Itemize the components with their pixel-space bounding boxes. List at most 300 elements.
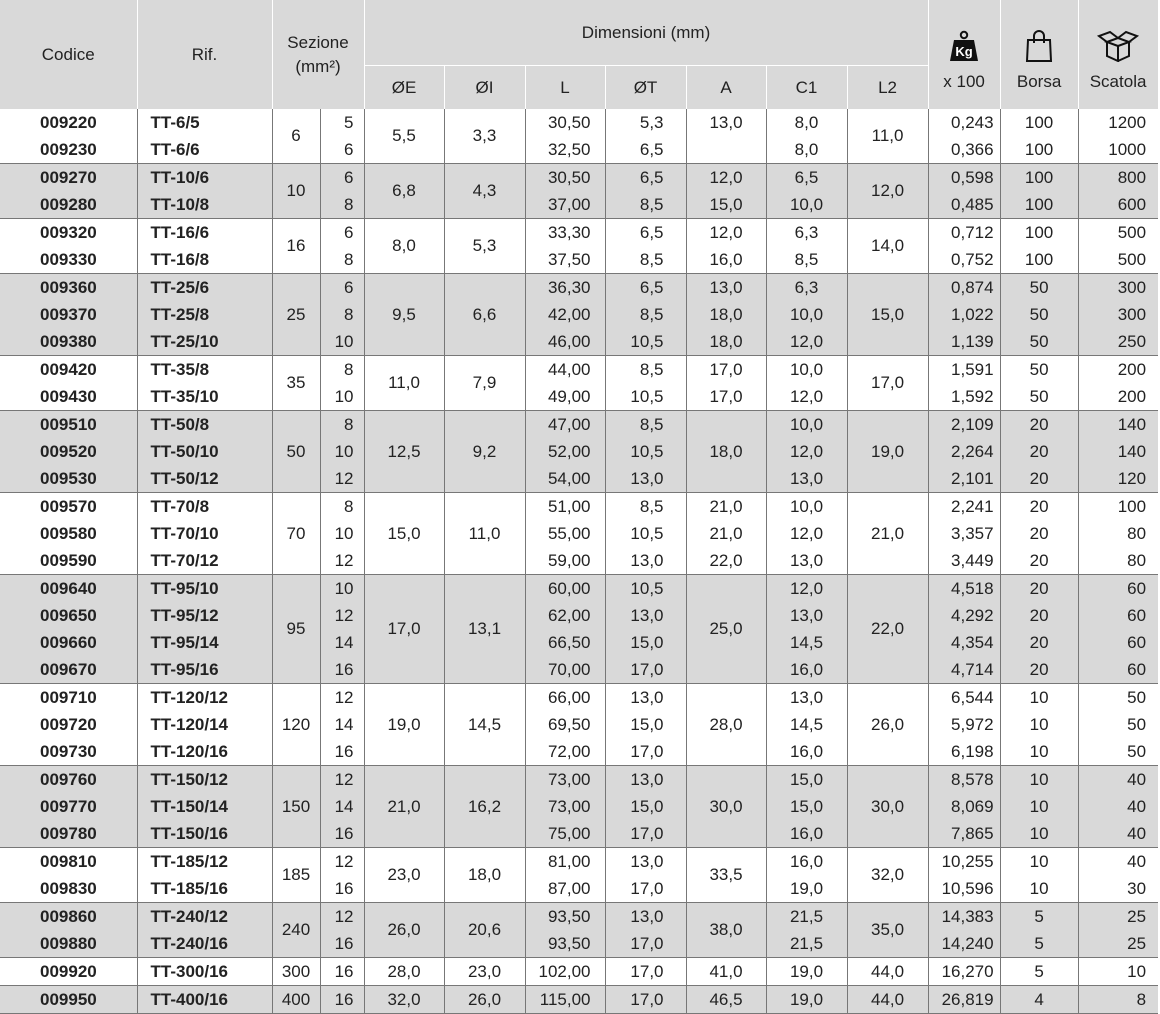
cell-scatola: 1000 xyxy=(1078,136,1158,164)
cell-scatola: 200 xyxy=(1078,383,1158,411)
cell-codice: 009530 xyxy=(0,465,137,493)
cell-sezione: 70 xyxy=(272,493,320,575)
cell-sezione-sub: 16 xyxy=(320,875,364,903)
cell-dim-i: 6,6 xyxy=(444,274,525,356)
table-row xyxy=(0,191,1158,219)
cell-dim-t: 15,0 xyxy=(605,793,686,820)
cell-dim-t: 8,5 xyxy=(605,411,686,439)
table-row xyxy=(0,493,1158,521)
table-row xyxy=(0,301,1158,328)
cell-scatola: 600 xyxy=(1078,191,1158,219)
cell-rif: TT-120/14 xyxy=(137,711,272,738)
table-row xyxy=(0,684,1158,712)
cell-kg: 2,109 xyxy=(928,411,1000,439)
cell-scatola: 25 xyxy=(1078,903,1158,931)
cell-sezione-sub: 12 xyxy=(320,684,364,712)
cell-sezione-sub: 16 xyxy=(320,986,364,1014)
cell-kg: 1,022 xyxy=(928,301,1000,328)
cell-sezione: 150 xyxy=(272,766,320,848)
cell-dim-t: 8,5 xyxy=(605,191,686,219)
cell-dim-a: 12,0 xyxy=(686,219,766,247)
cell-dim-c1: 6,5 xyxy=(766,164,847,192)
cell-rif: TT-95/16 xyxy=(137,656,272,684)
cell-sezione-sub: 16 xyxy=(320,738,364,766)
cell-rif: TT-240/16 xyxy=(137,930,272,958)
cell-dim-a xyxy=(686,136,766,164)
cell-dim-e: 26,0 xyxy=(364,903,444,958)
cell-dim-l: 69,50 xyxy=(525,711,605,738)
cell-dim-a: 17,0 xyxy=(686,383,766,411)
cell-borsa: 100 xyxy=(1000,219,1078,247)
cell-dim-a: 13,0 xyxy=(686,109,766,136)
cell-sezione: 300 xyxy=(272,958,320,986)
cell-kg: 4,518 xyxy=(928,575,1000,603)
cell-dim-c1: 16,0 xyxy=(766,656,847,684)
cell-borsa: 20 xyxy=(1000,656,1078,684)
cell-kg: 5,972 xyxy=(928,711,1000,738)
cell-rif: TT-35/10 xyxy=(137,383,272,411)
cell-sezione-sub: 10 xyxy=(320,328,364,356)
cell-dim-i: 23,0 xyxy=(444,958,525,986)
cell-dim-c1: 21,5 xyxy=(766,930,847,958)
cell-dim-l2: 17,0 xyxy=(847,356,928,411)
cell-rif: TT-120/16 xyxy=(137,738,272,766)
cell-sezione-sub: 16 xyxy=(320,930,364,958)
cell-dim-l2: 14,0 xyxy=(847,219,928,274)
cell-borsa: 5 xyxy=(1000,903,1078,931)
cell-dim-l: 115,00 xyxy=(525,986,605,1014)
cell-borsa: 10 xyxy=(1000,848,1078,876)
cell-dim-c1: 10,0 xyxy=(766,191,847,219)
header-codice: Codice xyxy=(0,0,137,109)
cell-scatola: 40 xyxy=(1078,848,1158,876)
cell-borsa: 20 xyxy=(1000,602,1078,629)
cell-dim-l: 54,00 xyxy=(525,465,605,493)
cell-rif: TT-6/5 xyxy=(137,109,272,136)
cell-dim-e: 21,0 xyxy=(364,766,444,848)
cell-codice: 009320 xyxy=(0,219,137,247)
cell-scatola: 250 xyxy=(1078,328,1158,356)
header-col-l2: L2 xyxy=(847,66,928,110)
table-row xyxy=(0,411,1158,439)
table-row xyxy=(0,820,1158,848)
cell-codice: 009810 xyxy=(0,848,137,876)
cell-dim-l: 55,00 xyxy=(525,520,605,547)
cell-dim-l2: 30,0 xyxy=(847,766,928,848)
cell-codice: 009590 xyxy=(40,550,97,570)
table-row xyxy=(0,219,1158,247)
cell-dim-c1: 16,0 xyxy=(766,848,847,876)
cell-dim-l: 73,00 xyxy=(525,793,605,820)
cell-dim-t: 8,5 xyxy=(605,356,686,384)
table-row xyxy=(0,793,1158,820)
table-row xyxy=(0,958,1158,986)
cell-rif: TT-25/6 xyxy=(137,274,272,302)
cell-dim-t: 13,0 xyxy=(605,602,686,629)
cell-sezione-sub: 6 xyxy=(320,164,364,192)
cell-dim-l: 47,00 xyxy=(525,411,605,439)
cell-dim-l: 93,50 xyxy=(525,930,605,958)
cell-sezione-sub: 8 xyxy=(320,191,364,219)
cell-dim-c1: 16,0 xyxy=(766,820,847,848)
cell-dim-l: 49,00 xyxy=(525,383,605,411)
cell-kg: 10,596 xyxy=(928,875,1000,903)
cell-rif: TT-400/16 xyxy=(137,986,272,1014)
cell-kg: 4,354 xyxy=(928,629,1000,656)
cell-dim-t: 13,0 xyxy=(605,684,686,712)
cell-kg: 1,139 xyxy=(928,328,1000,356)
cell-dim-i: 14,5 xyxy=(444,684,525,766)
cell-dim-c1: 21,5 xyxy=(766,903,847,931)
cell-borsa: 20 xyxy=(1000,629,1078,656)
cell-codice: 009860 xyxy=(0,903,137,931)
cell-rif: TT-50/12 xyxy=(137,465,272,493)
cell-dim-i: 26,0 xyxy=(444,986,525,1014)
cell-dim-t: 6,5 xyxy=(605,136,686,164)
table-row xyxy=(0,274,1158,302)
cell-borsa: 20 xyxy=(1000,493,1078,521)
cell-kg: 0,598 xyxy=(928,164,1000,192)
cell-kg: 0,712 xyxy=(928,219,1000,247)
cell-dim-c1: 19,0 xyxy=(766,958,847,986)
table-row xyxy=(0,109,1158,136)
cell-sezione-sub: 8 xyxy=(320,493,364,521)
cell-dim-t: 13,0 xyxy=(605,848,686,876)
cell-scatola: 40 xyxy=(1078,766,1158,794)
cell-dim-l2: 15,0 xyxy=(847,274,928,356)
bag-icon xyxy=(1001,30,1078,62)
cell-sezione-sub: 14 xyxy=(320,629,364,656)
table-row xyxy=(0,328,1158,356)
cell-dim-t: 17,0 xyxy=(605,656,686,684)
cell-dim-l2: 11,0 xyxy=(847,109,928,164)
cell-borsa: 50 xyxy=(1000,383,1078,411)
cell-dim-l: 81,00 xyxy=(525,848,605,876)
cell-borsa: 100 xyxy=(1000,109,1078,136)
cell-dim-e: 32,0 xyxy=(364,986,444,1014)
cell-codice: 009770 xyxy=(0,793,137,820)
cell-codice: 009220 xyxy=(40,112,97,132)
cell-dim-l: 46,00 xyxy=(525,328,605,356)
cell-rif: TT-150/12 xyxy=(137,766,272,794)
cell-scatola: 50 xyxy=(1078,684,1158,712)
cell-borsa: 20 xyxy=(1000,520,1078,547)
cell-codice: 009730 xyxy=(40,741,97,761)
cell-sezione-sub: 8 xyxy=(320,356,364,384)
cell-rif: TT-6/6 xyxy=(137,136,272,164)
cell-borsa: 5 xyxy=(1000,958,1078,986)
cell-rif: TT-70/10 xyxy=(137,520,272,547)
cell-dim-t: 8,5 xyxy=(605,301,686,328)
cell-scatola: 25 xyxy=(1078,930,1158,958)
cell-dim-c1: 10,0 xyxy=(766,356,847,384)
cell-dim-l: 30,50 xyxy=(525,109,605,136)
table-row xyxy=(0,903,1158,931)
header-weight: Kg x 100 xyxy=(928,0,1000,109)
table-row xyxy=(0,848,1158,876)
cell-borsa: 100 xyxy=(1000,136,1078,164)
cell-kg: 26,819 xyxy=(928,986,1000,1014)
cell-dim-t: 13,0 xyxy=(605,465,686,493)
cell-scatola: 60 xyxy=(1078,602,1158,629)
cell-scatola: 60 xyxy=(1078,629,1158,656)
cell-sezione-sub: 14 xyxy=(320,711,364,738)
table-row xyxy=(0,875,1158,903)
cell-dim-a: 25,0 xyxy=(686,575,766,684)
cell-sezione-sub: 8 xyxy=(320,411,364,439)
cell-dim-l: 36,30 xyxy=(525,274,605,302)
cell-dim-c1: 13,0 xyxy=(766,547,847,575)
cell-dim-i: 13,1 xyxy=(444,575,525,684)
cell-sezione-sub: 8 xyxy=(320,246,364,274)
cell-dim-l: 37,00 xyxy=(525,191,605,219)
cell-borsa: 20 xyxy=(1000,411,1078,439)
cell-dim-l: 93,50 xyxy=(525,903,605,931)
cell-borsa: 50 xyxy=(1000,328,1078,356)
cell-dim-a: 12,0 xyxy=(686,164,766,192)
cell-scatola: 40 xyxy=(1078,820,1158,848)
cell-dim-l2: 21,0 xyxy=(847,493,928,575)
cell-dim-t: 5,3 xyxy=(605,109,686,136)
cell-codice: 009370 xyxy=(0,301,137,328)
cell-sezione-sub: 5 xyxy=(320,109,364,136)
table-row xyxy=(0,136,1158,164)
table-row xyxy=(0,383,1158,411)
cell-codice: 009270 xyxy=(0,164,137,192)
cell-codice: 009950 xyxy=(0,986,137,1014)
cell-dim-a: 18,0 xyxy=(686,328,766,356)
cell-dim-a: 22,0 xyxy=(686,547,766,575)
cell-dim-t: 10,5 xyxy=(605,520,686,547)
cell-dim-t: 6,5 xyxy=(605,219,686,247)
cell-dim-c1: 14,5 xyxy=(766,711,847,738)
cell-dim-i: 5,3 xyxy=(444,219,525,274)
cell-codice: 009570 xyxy=(0,493,137,521)
cell-sezione: 6 xyxy=(272,109,320,164)
cell-dim-a: 15,0 xyxy=(686,191,766,219)
cell-rif: TT-120/12 xyxy=(137,684,272,712)
cell-dim-l: 62,00 xyxy=(525,602,605,629)
cell-codice: 009640 xyxy=(0,575,137,603)
cell-dim-c1: 12,0 xyxy=(766,383,847,411)
cell-rif: TT-16/8 xyxy=(137,246,272,274)
cell-borsa: 10 xyxy=(1000,711,1078,738)
cell-codice: 009330 xyxy=(40,249,97,269)
cell-scatola: 100 xyxy=(1078,493,1158,521)
cell-dim-l: 44,00 xyxy=(525,356,605,384)
cell-rif: TT-10/6 xyxy=(137,164,272,192)
cell-sezione-sub: 6 xyxy=(320,274,364,302)
table-row xyxy=(0,164,1158,192)
cell-codice: 009280 xyxy=(0,191,137,219)
cell-borsa: 20 xyxy=(1000,465,1078,493)
cell-scatola: 140 xyxy=(1078,438,1158,465)
cell-sezione: 95 xyxy=(272,575,320,684)
cell-dim-c1: 19,0 xyxy=(766,986,847,1014)
cell-dim-t: 10,5 xyxy=(605,438,686,465)
header-col-i: ØI xyxy=(444,66,525,110)
cell-kg: 6,198 xyxy=(928,738,1000,766)
cell-dim-l2: 44,0 xyxy=(847,986,928,1014)
header-dimensioni: Dimensioni (mm) xyxy=(364,0,928,66)
cell-dim-a: 17,0 xyxy=(686,356,766,384)
cell-dim-l: 51,00 xyxy=(525,493,605,521)
cell-sezione-sub: 16 xyxy=(320,820,364,848)
cell-dim-l2: 44,0 xyxy=(847,958,928,986)
cell-codice: 009360 xyxy=(0,274,137,302)
cell-sezione: 240 xyxy=(272,903,320,958)
cell-sezione-sub: 12 xyxy=(320,848,364,876)
cell-dim-e: 17,0 xyxy=(364,575,444,684)
cell-dim-c1: 10,0 xyxy=(766,493,847,521)
cell-borsa: 10 xyxy=(1000,766,1078,794)
cell-codice: 009230 xyxy=(40,139,97,159)
cell-borsa: 10 xyxy=(1000,875,1078,903)
cell-sezione-sub: 14 xyxy=(320,793,364,820)
cell-dim-l: 33,30 xyxy=(525,219,605,247)
cell-borsa: 50 xyxy=(1000,356,1078,384)
cell-kg: 14,383 xyxy=(928,903,1000,931)
cell-dim-t: 8,5 xyxy=(605,246,686,274)
cell-rif: TT-10/8 xyxy=(137,191,272,219)
cell-dim-e: 8,0 xyxy=(364,219,444,274)
cell-kg: 0,243 xyxy=(928,109,1000,136)
cell-borsa: 100 xyxy=(1000,164,1078,192)
cell-dim-l: 37,50 xyxy=(525,246,605,274)
cell-dim-c1: 6,3 xyxy=(766,274,847,302)
cell-kg: 8,578 xyxy=(928,766,1000,794)
table-body xyxy=(0,109,1158,1014)
cell-dim-i: 9,2 xyxy=(444,411,525,493)
cell-kg: 7,865 xyxy=(928,820,1000,848)
cell-dim-c1: 8,0 xyxy=(766,109,847,136)
header-sezione: Sezione (mm²) xyxy=(272,0,364,109)
cell-dim-a: 38,0 xyxy=(686,903,766,958)
cell-dim-e: 19,0 xyxy=(364,684,444,766)
cell-scatola: 800 xyxy=(1078,164,1158,192)
cell-kg: 16,270 xyxy=(928,958,1000,986)
cell-dim-e: 5,5 xyxy=(364,109,444,164)
cell-codice: 009420 xyxy=(0,356,137,384)
cell-dim-c1: 14,5 xyxy=(766,629,847,656)
cell-kg: 3,449 xyxy=(928,547,1000,575)
cell-dim-c1: 12,0 xyxy=(766,438,847,465)
cell-kg: 8,069 xyxy=(928,793,1000,820)
cell-codice: 009920 xyxy=(0,958,137,986)
cell-dim-e: 6,8 xyxy=(364,164,444,219)
cell-dim-c1: 16,0 xyxy=(766,738,847,766)
cell-codice: 009520 xyxy=(0,438,137,465)
cell-dim-l: 52,00 xyxy=(525,438,605,465)
cell-dim-l2: 19,0 xyxy=(847,411,928,493)
cell-scatola: 30 xyxy=(1078,875,1158,903)
cell-scatola: 40 xyxy=(1078,793,1158,820)
cell-dim-c1: 8,0 xyxy=(766,136,847,164)
cell-scatola: 1200 xyxy=(1078,109,1158,136)
cell-sezione-sub: 12 xyxy=(320,547,364,575)
cell-dim-i: 18,0 xyxy=(444,848,525,903)
cell-scatola: 80 xyxy=(1078,547,1158,575)
cell-dim-c1: 13,0 xyxy=(766,684,847,712)
cell-dim-t: 15,0 xyxy=(605,711,686,738)
cell-dim-l2: 22,0 xyxy=(847,575,928,684)
cell-scatola: 8 xyxy=(1078,986,1158,1014)
cell-scatola: 60 xyxy=(1078,575,1158,603)
table-header xyxy=(0,0,1158,109)
table-row xyxy=(0,629,1158,656)
cell-dim-l: 102,00 xyxy=(525,958,605,986)
cell-dim-t: 6,5 xyxy=(605,164,686,192)
cell-dim-e: 9,5 xyxy=(364,274,444,356)
header-col-t: ØT xyxy=(605,66,686,110)
cell-dim-c1: 8,5 xyxy=(766,246,847,274)
cell-codice: 009430 xyxy=(40,386,97,406)
cell-rif: TT-50/8 xyxy=(137,411,272,439)
cell-sezione-sub: 12 xyxy=(320,766,364,794)
cell-rif: TT-240/12 xyxy=(137,903,272,931)
cell-dim-t: 17,0 xyxy=(605,820,686,848)
cell-sezione: 50 xyxy=(272,411,320,493)
cell-scatola: 60 xyxy=(1078,656,1158,684)
cell-sezione: 185 xyxy=(272,848,320,903)
cell-scatola: 500 xyxy=(1078,246,1158,274)
cell-codice: 009720 xyxy=(40,714,97,734)
cell-codice: 009880 xyxy=(0,930,137,958)
cell-dim-t: 10,5 xyxy=(605,328,686,356)
cell-codice: 009510 xyxy=(0,411,137,439)
cell-sezione: 120 xyxy=(272,684,320,766)
cell-codice: 009580 xyxy=(40,523,97,543)
cell-kg: 0,366 xyxy=(928,136,1000,164)
cell-dim-t: 17,0 xyxy=(605,986,686,1014)
cell-dim-l2: 35,0 xyxy=(847,903,928,958)
cell-rif: TT-95/12 xyxy=(137,602,272,629)
cell-rif: TT-95/14 xyxy=(137,629,272,656)
cell-dim-i: 16,2 xyxy=(444,766,525,848)
cell-dim-t: 17,0 xyxy=(605,875,686,903)
cell-kg: 2,264 xyxy=(928,438,1000,465)
cell-rif: TT-185/16 xyxy=(137,875,272,903)
cell-kg: 6,544 xyxy=(928,684,1000,712)
cell-dim-c1: 13,0 xyxy=(766,602,847,629)
cell-borsa: 20 xyxy=(1000,438,1078,465)
table-row xyxy=(0,986,1158,1014)
header-col-l: L xyxy=(525,66,605,110)
cell-kg: 14,240 xyxy=(928,930,1000,958)
cell-dim-i: 11,0 xyxy=(444,493,525,575)
svg-text:Kg: Kg xyxy=(955,44,973,59)
cell-codice: 009760 xyxy=(0,766,137,794)
cell-dim-t: 17,0 xyxy=(605,930,686,958)
cell-sezione-sub: 12 xyxy=(320,903,364,931)
cell-kg: 1,592 xyxy=(928,383,1000,411)
cell-codice: 009670 xyxy=(0,656,137,684)
cell-scatola: 500 xyxy=(1078,219,1158,247)
cell-borsa: 10 xyxy=(1000,820,1078,848)
table-row xyxy=(0,930,1158,958)
cell-dim-e: 28,0 xyxy=(364,958,444,986)
cell-dim-l: 66,50 xyxy=(525,629,605,656)
cell-kg: 4,714 xyxy=(928,656,1000,684)
cell-dim-a: 13,0 xyxy=(686,274,766,302)
cell-dim-c1: 6,3 xyxy=(766,219,847,247)
cell-codice: 009780 xyxy=(0,820,137,848)
cell-borsa: 20 xyxy=(1000,575,1078,603)
cell-sezione-sub: 10 xyxy=(320,520,364,547)
cell-dim-c1: 10,0 xyxy=(766,411,847,439)
cell-borsa: 100 xyxy=(1000,191,1078,219)
cell-kg: 4,292 xyxy=(928,602,1000,629)
